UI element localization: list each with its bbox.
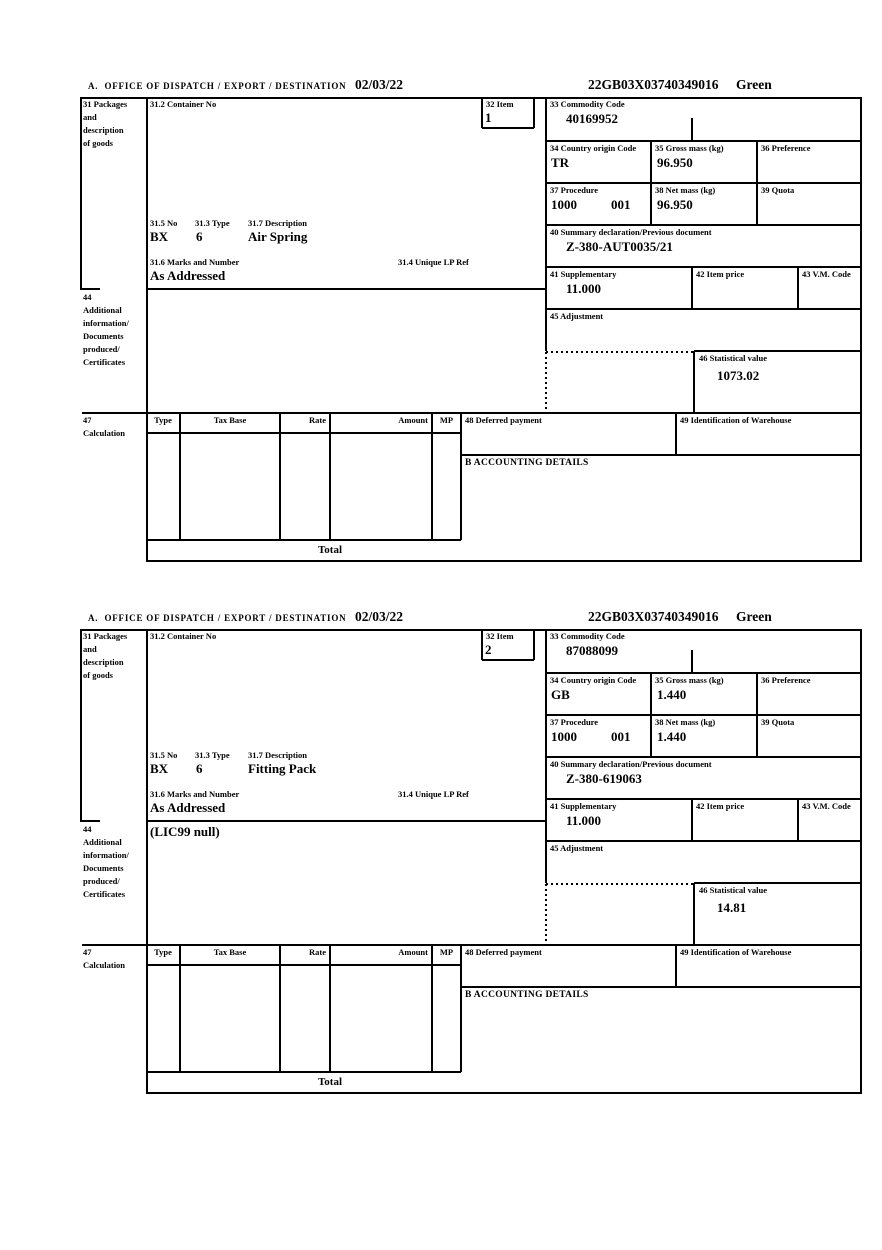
office-of-dispatch-label: A. OFFICE OF DISPATCH / EXPORT / DESTINATION: [88, 613, 347, 623]
box44-label-line: Additional: [83, 305, 122, 315]
declaration-reference: 22GB03X03740349016: [588, 609, 719, 624]
gross-mass: 96.950: [657, 155, 693, 170]
supplementary-units: 11.000: [566, 281, 602, 296]
box31-label-line: 31 Packages: [83, 99, 128, 109]
previous-document: Z-380-619063: [566, 771, 642, 786]
box44-label-line: Certificates: [83, 889, 126, 899]
quota-label: 39 Quota: [761, 185, 795, 195]
office-of-dispatch-label: A. OFFICE OF DISPATCH / EXPORT / DESTINATION: [88, 81, 347, 91]
total-label: Total: [317, 1076, 343, 1088]
package-no: BX: [150, 229, 169, 244]
package-no-label: 31.5 No: [150, 218, 178, 228]
adjustment-label: 45 Adjustment: [550, 311, 604, 321]
package-no-label: 31.5 No: [150, 750, 178, 760]
calc-col-rate: Rate: [309, 415, 326, 425]
routing-status: Green: [736, 609, 772, 624]
declaration-reference: 22GB03X03740349016: [588, 77, 719, 92]
box44-label-line: Documents: [83, 863, 124, 873]
calc-col-rate: Rate: [309, 947, 326, 957]
procedure-code: 1000: [551, 729, 577, 744]
box44-label-line: produced/: [83, 876, 120, 886]
box44-label-line: information/: [83, 318, 129, 328]
package-no: BX: [150, 761, 169, 776]
form-grid: [80, 629, 862, 1095]
deferred-payment-label: 48 Deferred payment: [465, 947, 542, 957]
box44-label-line: produced/: [83, 344, 120, 354]
statistical-value: 14.81: [717, 900, 747, 915]
vm-code-label: 43 V.M. Code: [802, 801, 851, 811]
form-grid: [80, 97, 862, 563]
description-label: 31.7 Description: [248, 218, 308, 228]
supplementary-label: 41 Supplementary: [550, 269, 617, 279]
item-section-2: [80, 609, 862, 1095]
container-no-label: 31.2 Container No: [150, 631, 217, 641]
preference-label: 36 Preference: [761, 143, 811, 153]
grid-solid-lines: [80, 630, 862, 1093]
item-price-label: 42 Item price: [696, 269, 745, 279]
previous-document-label: 40 Summary declaration/Previous document: [550, 227, 712, 237]
gross-mass-label: 35 Gross mass (kg): [655, 143, 724, 153]
additional-info: (LIC99 null): [150, 824, 220, 839]
commodity-code: 87088099: [566, 643, 618, 658]
preference-label: 36 Preference: [761, 675, 811, 685]
calc-col-amount: Amount: [398, 947, 428, 957]
package-type-label: 31.3 Type: [195, 218, 230, 228]
box44-label-line: Certificates: [83, 357, 126, 367]
calc-col-type: Type: [154, 947, 172, 957]
previous-document-label: 40 Summary declaration/Previous document: [550, 759, 712, 769]
item-section-1: [80, 77, 862, 563]
procedure-label: 37 Procedure: [550, 717, 599, 727]
grid-solid-lines: [80, 98, 862, 561]
marks-and-number-label: 31.6 Marks and Number: [150, 257, 240, 267]
net-mass: 1.440: [657, 729, 687, 744]
deferred-payment-label: 48 Deferred payment: [465, 415, 542, 425]
statistical-value-label: 46 Statistical value: [699, 353, 767, 363]
box44-label-line: information/: [83, 850, 129, 860]
calc-col-type: Type: [154, 415, 172, 425]
package-type: 6: [196, 761, 203, 776]
gross-mass-label: 35 Gross mass (kg): [655, 675, 724, 685]
statistical-value-label: 46 Statistical value: [699, 885, 767, 895]
vm-code-label: 43 V.M. Code: [802, 269, 851, 279]
item-price-label: 42 Item price: [696, 801, 745, 811]
accounting-details-label: B ACCOUNTING DETAILS: [465, 458, 589, 468]
previous-document: Z-380-AUT0035/21: [566, 239, 673, 254]
country-origin-label: 34 Country origin Code: [550, 143, 637, 153]
box31-label-line: description: [83, 657, 124, 667]
calc-col-tax-base: Tax Base: [213, 947, 247, 957]
goods-description: Air Spring: [248, 229, 308, 244]
box44-label-line: Documents: [83, 331, 124, 341]
package-type-label: 31.3 Type: [195, 750, 230, 760]
declaration-date: 02/03/22: [355, 77, 404, 92]
unique-lp-ref-label: 31.4 Unique LP Ref: [398, 789, 469, 799]
gross-mass: 1.440: [657, 687, 687, 702]
box47-label-line: Calculation: [83, 960, 126, 970]
country-origin-label: 34 Country origin Code: [550, 675, 637, 685]
calc-col-mp: MP: [439, 947, 454, 957]
procedure-label: 37 Procedure: [550, 185, 599, 195]
supplementary-units: 11.000: [566, 813, 602, 828]
grid-dotted-lines: [546, 352, 694, 413]
procedure-code: 1000: [551, 197, 577, 212]
box44-label-line: 44: [83, 292, 92, 302]
calc-col-mp: MP: [439, 415, 454, 425]
box31-label-line: of goods: [83, 670, 113, 680]
box47-label-line: Calculation: [83, 428, 126, 438]
container-no-label: 31.2 Container No: [150, 99, 217, 109]
supplementary-label: 41 Supplementary: [550, 801, 617, 811]
unique-lp-ref-label: 31.4 Unique LP Ref: [398, 257, 469, 267]
calc-col-amount: Amount: [398, 415, 428, 425]
country-origin-code: TR: [551, 155, 570, 170]
package-type: 6: [196, 229, 203, 244]
accounting-details-label: B ACCOUNTING DETAILS: [465, 990, 589, 1000]
adjustment-label: 45 Adjustment: [550, 843, 604, 853]
procedure-code-2: 001: [611, 729, 631, 744]
box31-label-line: description: [83, 125, 124, 135]
declaration-date: 02/03/22: [355, 609, 404, 624]
grid-dotted-lines: [546, 884, 694, 945]
box47-label-line: 47: [83, 415, 92, 425]
item-number: 2: [485, 642, 492, 657]
goods-description: Fitting Pack: [248, 761, 317, 776]
box44-label-line: 44: [83, 824, 92, 834]
calc-col-tax-base: Tax Base: [213, 415, 247, 425]
item-number-label: 32 Item: [486, 99, 514, 109]
net-mass-label: 38 Net mass (kg): [655, 717, 716, 727]
commodity-code-label: 33 Commodity Code: [550, 99, 625, 109]
marks-and-number-label: 31.6 Marks and Number: [150, 789, 240, 799]
marks-and-number: As Addressed: [150, 268, 226, 283]
marks-and-number: As Addressed: [150, 800, 226, 815]
box31-label-line: 31 Packages: [83, 631, 128, 641]
box31-label-line: of goods: [83, 138, 113, 148]
total-label: Total: [317, 544, 343, 556]
warehouse-id-label: 49 Identification of Warehouse: [680, 415, 792, 425]
country-origin-code: GB: [551, 687, 570, 702]
warehouse-id-label: 49 Identification of Warehouse: [680, 947, 792, 957]
net-mass-label: 38 Net mass (kg): [655, 185, 716, 195]
statistical-value: 1073.02: [717, 368, 760, 383]
box44-label-line: Additional: [83, 837, 122, 847]
routing-status: Green: [736, 77, 772, 92]
commodity-code: 40169952: [566, 111, 618, 126]
description-label: 31.7 Description: [248, 750, 308, 760]
commodity-code-label: 33 Commodity Code: [550, 631, 625, 641]
procedure-code-2: 001: [611, 197, 631, 212]
quota-label: 39 Quota: [761, 717, 795, 727]
item-number-label: 32 Item: [486, 631, 514, 641]
box31-label-line: and: [83, 112, 97, 122]
box31-label-line: and: [83, 644, 97, 654]
net-mass: 96.950: [657, 197, 693, 212]
item-number: 1: [485, 110, 492, 125]
box47-label-line: 47: [83, 947, 92, 957]
